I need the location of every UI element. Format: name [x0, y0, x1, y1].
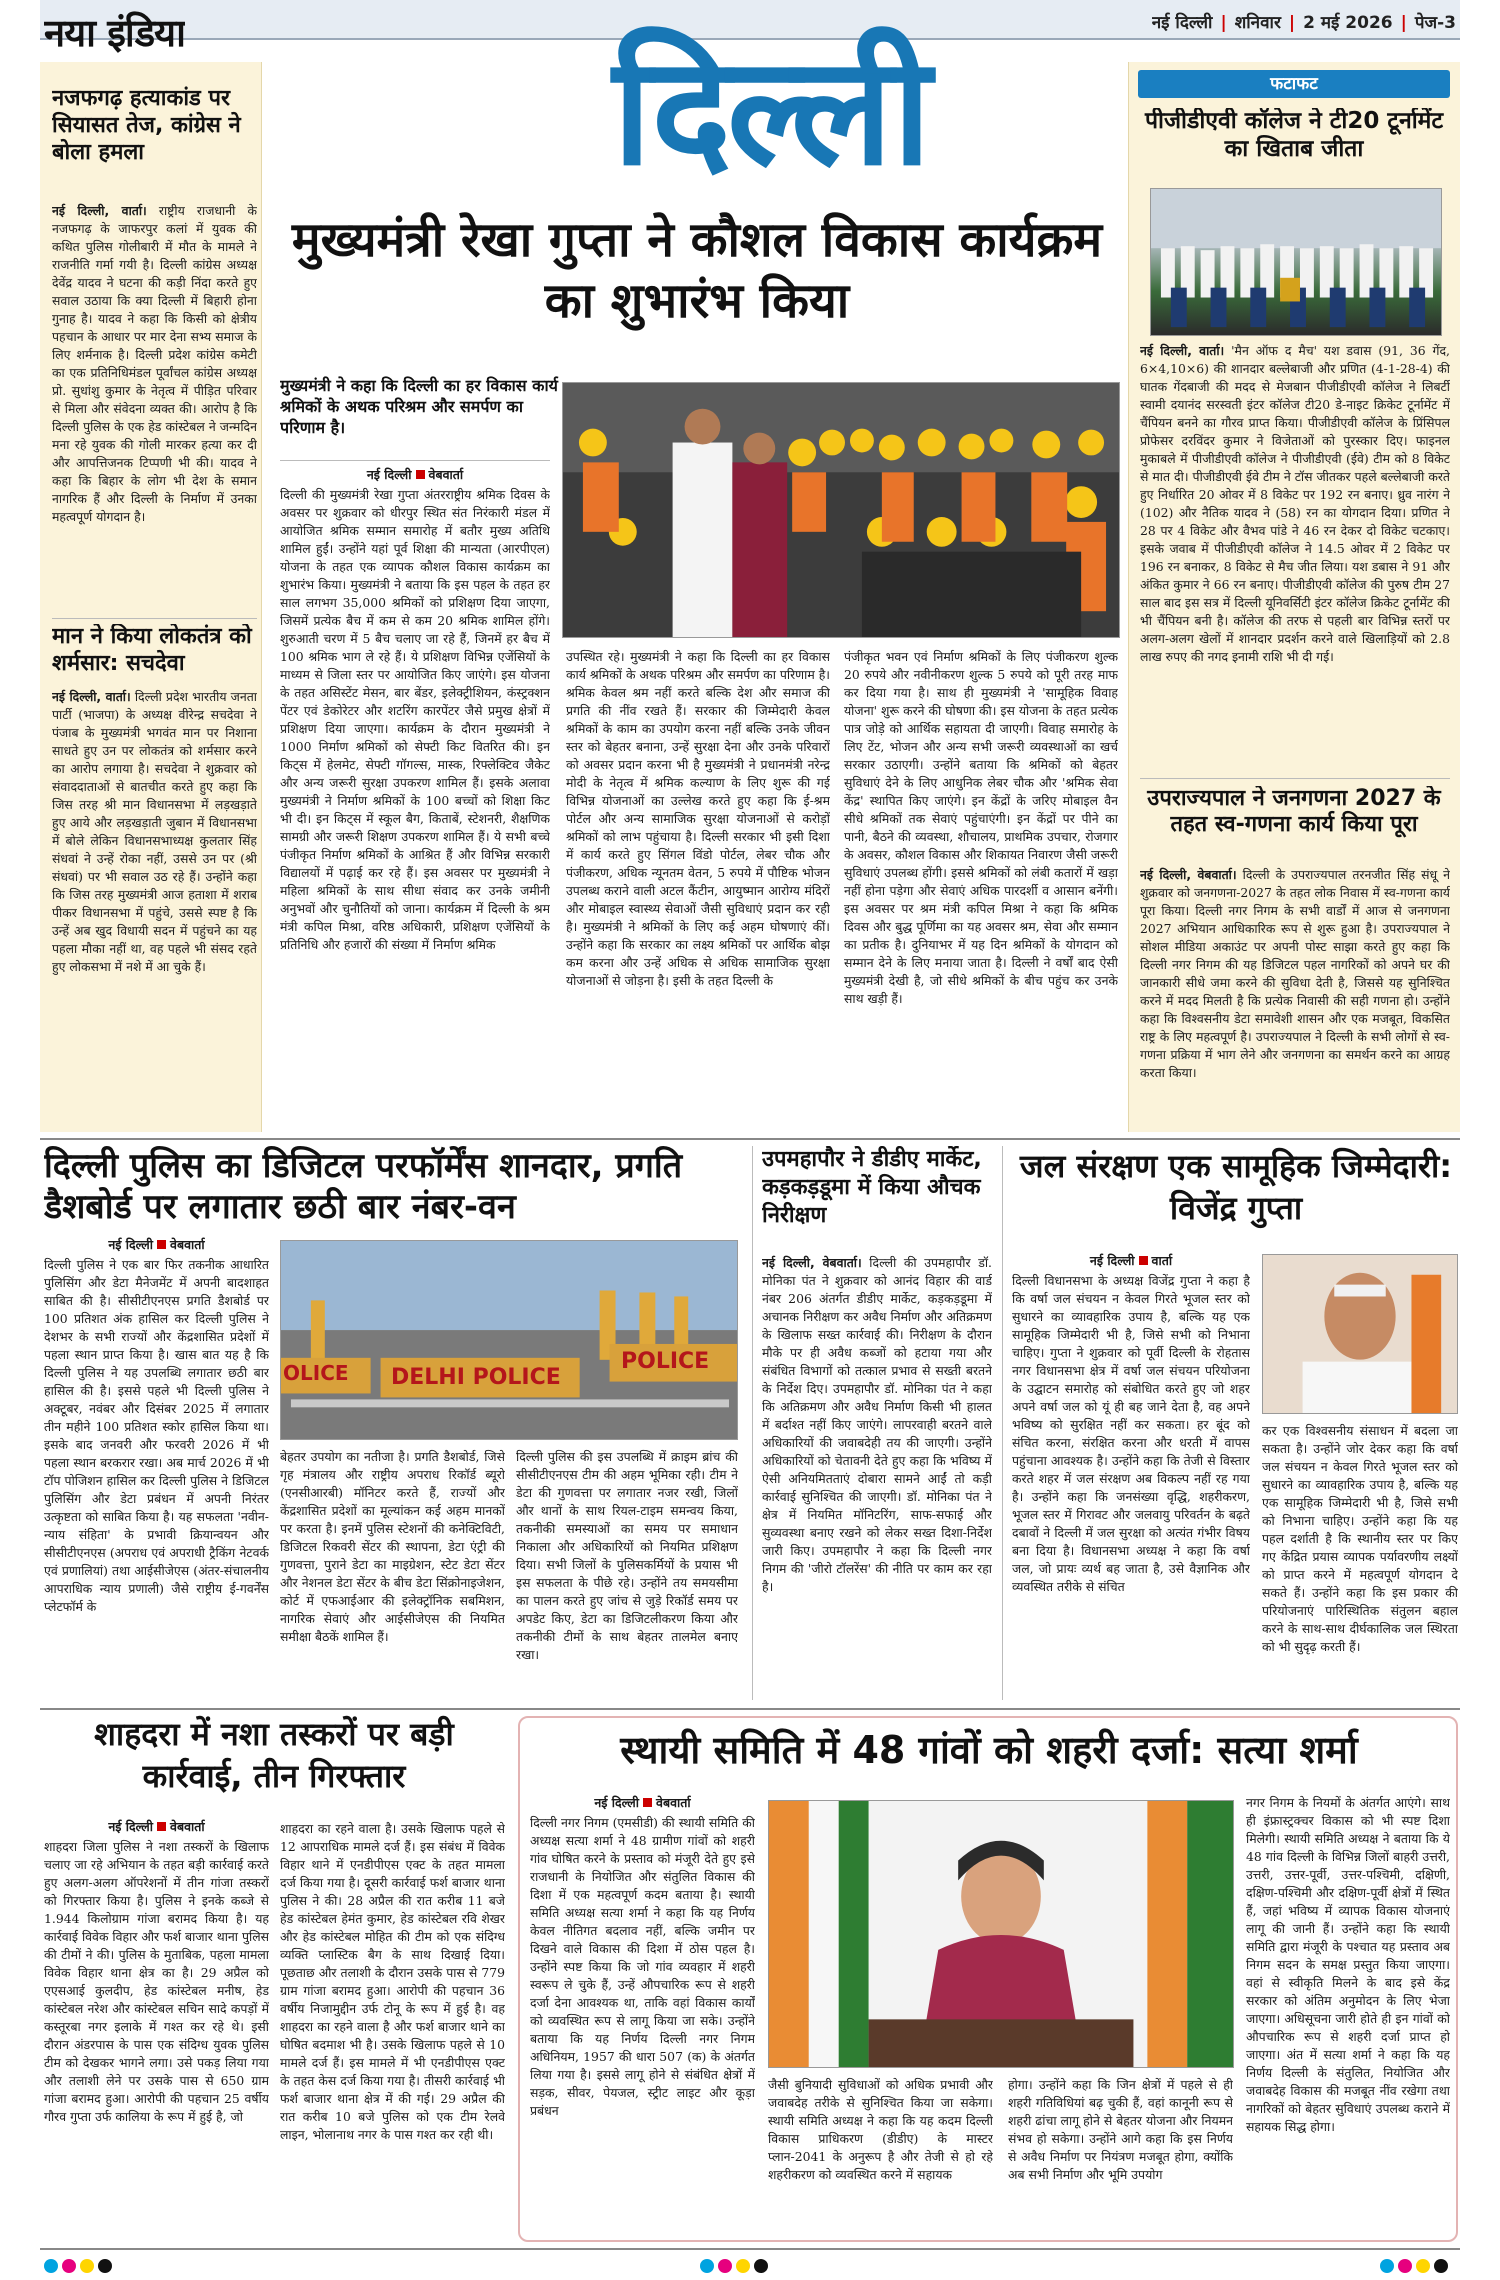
story-najafgarh-text: राष्ट्रीय राजधानी के नजफगढ़ के जाफरपुर कलां में युवक की कथित पुलिस गोलीबारी में मौत के मामले ने राजनीति गर्मा गयी है। दिल्ली कांग्रेस अध्यक्ष देवेंद्र यादव ने घटना की कड़ी निंदा करते हुए सवाल उठाया कि क्या दिल्ली में बिहारी होना गुनाह है। यादव ने कहा कि किसी को क्षेत्रीय पहचान के आधार पर मार देना सभ्य समाज के लिए शर्मनाक है। दिल्ली प्रदेश कांग्रेस कमेटी का एक प्रतिनिधिमंडल पूर्वांचल कांग्रेस अध्यक्ष प्रो. सुधांशु कुमार के नेतृत्व में पीड़ित परिवार से मिला और संवेदना व्यक्त की। आरोप है कि दिल्ली पुलिस के एक हेड कांस्टेबल ने जन्मदिन मना रहे युवक की गोली मारकर हत्या कर दी और आपत्तिजनक टिप्पणी भी की। यादव ने कहा कि बिहार के लोग भी देश के समान नागरिक हैं और दिल्ली के निर्माण में उनका महत्वपूर्ण योगदान है।	[52, 203, 257, 524]
divider	[1002, 1146, 1003, 1700]
story-najafgarh-dateline: नई दिल्ली, वार्ता।	[52, 203, 147, 218]
police-barricade-illustration	[281, 1241, 737, 1439]
color-registration-marks-right	[1380, 2258, 1452, 2277]
red-square-icon	[157, 1240, 166, 1249]
lead-headline: मुख्यमंत्री रेखा गुप्ता ने कौशल विकास कार्यक्रम का शुभारंभ किया	[291, 212, 1103, 330]
committee-column-4: नगर निगम के नियमों के अंतर्गत आएंगे। साथ ही इंफ्रास्ट्रक्चर विकास को भी स्पष्ट दिशा मिलेगी। स्थायी समिति अध्यक्ष ने बताया कि ये 48 गांव दिल्ली के विभिन्न जिलों बाहरी उत्तरी, उत्तरी, उत्तर-पूर्वी, उत्तर-पश्चिमी, दक्षिणी, दक्षिण-पश्चिमी और दक्षिण-पूर्वी क्षेत्रों में स्थित हैं, जहां भविष्य में व्यापक विकास योजनाएं लागू की जानी हैं। उन्होंने कहा कि स्थायी समिति द्वारा मंजूरी के पश्चात यह प्रस्ताव अब निगम सदन के समक्ष प्रस्तुत किया जाएगा। वहां से स्वीकृति मिलने के बाद इसे केंद्र सरकार को अंतिम अनुमोदन के लिए भेजा जाएगा। अधिसूचना जारी होते ही इन गांवों को औपचारिक रूप से शहरी दर्जा प्राप्त हो जाएगा। अंत में सत्या शर्मा ने कहा कि यह निर्णय दिल्ली के संतुलित, नियोजित और जवाबदेह विकास की मजबूत नींव रखेगा तथा नागरिकों को बेहतर सुविधाएं उपलब्ध कराने में सहायक सिद्ध होगा।	[1246, 1795, 1450, 2134]
drugs-dateline: नई दिल्ली	[108, 1819, 153, 1834]
police-banner-mid-text: DELHI POLICE	[391, 1365, 561, 1390]
lead-column-2: उपस्थित रहे। मुख्यमंत्री ने कहा कि दिल्ली का हर विकास कार्य श्रमिकों के अथक परिश्रम और समर्पण का परिणाम है। श्रमिक केवल श्रम नहीं करते बल्कि देश और समाज की प्रगति की नींव रखते हैं। सरकार की जिम्मेदारी केवल श्रमिकों के काम का उपयोग करना नहीं बल्कि उनके जीवन स्तर को बेहतर बनाना, उन्हें सुरक्षा देना और उनके परिवारों को अवसर प्रदान करना भी है मुख्यमंत्री ने प्रधानमंत्री नरेन्द्र मोदी के नेतृत्व में श्रमिक कल्याण के लिए शुरू की गई विभिन्न योजनाओं का उल्लेख करते हुए कहा कि ई-श्रम पोर्टल और अन्य सामाजिक सुरक्षा योजनाओं से करोड़ों श्रमिकों को लाभ पहुंचाया है। दिल्ली सरकार भी इसी दिशा में कार्य करते हुए सिंगल विंडो पोर्टल, लेबर चौक और पंजीकरण, अधिक न्यूनतम वेतन, 5 रुपये में पौष्टिक भोजन उपलब्ध कराने वाली अटल कैंटीन, आयुष्मान आरोग्य मंदिरों और मोबाइल स्वास्थ्य सेवाओं जैसी सुविधाएं प्रदान कर रही है। मुख्यमंत्री ने श्रमिकों के लिए कई अहम घोषणाएं कीं। उन्होंने कहा कि सरकार का लक्ष्य श्रमिकों पर आर्थिक बोझ कम करना और उन्हें अधिक से अधिक सामाजिक सुरक्षा योजनाओं से जोड़ना है। इसी के तहत दिल्ली के	[566, 649, 830, 988]
story-sachdeva-body	[52, 688, 257, 1124]
issue-dateline: नई दिल्ली | शनिवार | 2 मई 2026 | पेज-3	[1151, 13, 1456, 33]
lead-byline	[280, 466, 550, 483]
inspection-dateline: नई दिल्ली, वेबवार्ता।	[762, 1255, 862, 1270]
police-barricade-photo	[280, 1240, 738, 1440]
story-lg-census-headline: उपराज्यपाल ने जनगणना 2027 के तहत स्व-गणना कार्य किया पूरा	[1147, 786, 1441, 838]
police-column-3: दिल्ली पुलिस की इस उपलब्धि में क्राइम ब्रांच की सीसीटीएनएस टीम की अहम भूमिका रही। टीम ने डेटा की गुणवत्ता पर लगातार नजर रखी, जिलों और थानों के साथ रियल-टाइम समन्वय किया, तकनीकी समस्याओं का समय पर समाधान निकाला और अधिकारियों को नियमित प्रशिक्षण दिया। सभी जिलों के पुलिसकर्मियों के प्रयास भी इस सफलता के पीछे रहे। उन्होंने तय समयसीमा का पालन करते हुए जांच से जुड़े रिकॉर्ड समय पर अपडेट किए, डेटा का डिजिटलीकरण किया और तकनीकी टीमों के साथ बेहतर तालमेल बनाए रखा।	[516, 1449, 738, 1662]
lead-agency: वेबवार्ता	[428, 467, 464, 482]
police-byline	[44, 1236, 269, 1253]
story-lg-census-dateline: नई दिल्ली, वेबवार्ता।	[1140, 867, 1237, 882]
black-dot-icon	[98, 2259, 112, 2273]
color-registration-marks-left	[44, 2258, 116, 2277]
portrait-illustration	[1263, 1255, 1457, 1413]
red-square-icon	[643, 1798, 652, 1807]
water-headline: जल संरक्षण एक सामूहिक जिम्मेदारी: विजेंद्र गुप्ता	[1019, 1147, 1453, 1227]
magenta-dot-icon	[718, 2259, 732, 2273]
story-najafgarh-headline: नजफगढ़ हत्याकांड पर सियासत तेज, कांग्रेस ने बोला हमला	[52, 86, 241, 165]
cyan-dot-icon	[44, 2259, 58, 2273]
lead-dateline: नई दिल्ली	[366, 467, 412, 482]
lead-column-1: दिल्ली की मुख्यमंत्री रेखा गुप्ता अंतरराष्ट्रीय श्रमिक दिवस के अवसर पर शुक्रवार को धीरपुर स्थित संत निरंकारी मंडल में आयोजित श्रमिक सम्मान समारोह में बतौर मुख्य अतिथि शामिल हुईं। उन्होंने यहां पूर्व शिक्षा की मान्यता (आरपीएल) योजना के तहत एक व्यापक कौशल विकास कार्यक्रम का शुभारंभ किया। मुख्यमंत्री ने बताया कि इस पहल के तहत हर साल लगभग 35,000 श्रमिकों को प्रशिक्षण दिया जाएगा, जिसमें प्रत्येक बैच में कम से कम 20 श्रमिक शामिल होंगे। शुरुआती चरण में 5 बैच चलाए जा रहे हैं, जिनमें हर बैच में 100 श्रमिक भाग ले रहे हैं। ये प्रशिक्षण विभिन्न एजेंसियों के माध्यम से जिला स्तर पर आयोजित किए जाएंगे। इस योजना के तहत असिस्टेंट मेसन, बार बेंडर, इलेक्ट्रीशियन, कंस्ट्रक्शन पेंटर एवं डेकोरेटर और शटरिंग कारपेंटर जैसे प्रमुख क्षेत्रों में प्रशिक्षण दिया जाएगा। कार्यक्रम के दौरान मुख्यमंत्री ने 1000 निर्माण श्रमिकों को सेफ्टी किट वितरित की। इन किट्स में हेलमेट, सेफ्टी गॉगल्स, मास्क, रिफ्लेक्टिव जैकेट और अन्य जरूरी सुरक्षा उपकरण शामिल हैं। इसके अलावा मुख्यमंत्री ने निर्माण श्रमिकों के 100 बच्चों को शिक्षा किट भी दी। इन किट्स में स्कूल बैग, किताबें, स्टेशनरी, शैक्षणिक सामग्री और जरूरी शिक्षण उपकरण शामिल हैं। ये सभी बच्चे पंजीकृत निर्माण श्रमिकों के आश्रित हैं और विभिन्न सरकारी विद्यालयों में पढ़ाई कर रहे हैं। इस अवसर पर मुख्यमंत्री ने महिला श्रमिकों के साथ सीधा संवाद कर उनके जमीनी अनुभवों और चुनौतियों को जाना। कार्यक्रम में दिल्ली के श्रम मंत्री कपिल मिश्रा, वरिष्ठ अधिकारी, प्रशिक्षण एजेंसियों के प्रतिनिधि और हजारों की संख्या में निर्माण श्रमिक	[280, 487, 550, 952]
committee-byline	[530, 1794, 755, 1811]
divider	[1140, 778, 1450, 779]
portrait-desk-illustration	[769, 1801, 1233, 2067]
police-banner-left-text: OLICE	[283, 1361, 349, 1385]
section-divider	[40, 1138, 1460, 1140]
water-byline	[1012, 1252, 1250, 1269]
cyan-dot-icon	[1380, 2259, 1394, 2273]
story-sachdeva-headline: मान ने किया लोकतंत्र को शर्मसार: सचदेवा	[52, 624, 252, 676]
drugs-column-1: शाहदरा जिला पुलिस ने नशा तस्करों के खिलाफ चलाए जा रहे अभियान के तहत बड़ी कार्रवाई करते हुए अलग-अलग ऑपरेशनों में तीन गांजा तस्करों को गिरफ्तार किया है। पुलिस ने इनके कब्जे से 1.944 किलोग्राम गांजा बरामद किया है। यह कार्रवाई विवेक विहार और फर्श बाजार थाना पुलिस की टीमों ने की। पुलिस के मुताबिक, पहला मामला विवेक विहार थाना क्षेत्र का है। 29 अप्रैल को एएसआई कुलदीप, हेड कांस्टेबल मनीष, हेड कांस्टेबल नरेश और कांस्टेबल सचिन सादे कपड़ों में कस्तूरबा नगर इलाके में गश्त कर रहे थे। इसी दौरान अंडरपास के पास एक संदिग्ध युवक पुलिस टीम को देखकर भागने लगा। उसे पकड़ लिया गया और तलाशी लेने पर उसके पास से 650 ग्राम गांजा बरामद हुआ। आरोपी की पहचान 25 वर्षीय गौरव गुप्ता उर्फ कालिया के रूप में हुई है, जो	[44, 1839, 269, 2124]
divider	[752, 1146, 753, 1700]
story-lg-census-text: दिल्ली के उपराज्यपाल तरनजीत सिंह संधू ने शुक्रवार को जनगणना-2027 के तहत लोक निवास में स्व-गणना कार्य पूरा किया। दिल्ली नगर निगम के सभी वार्डों में आज से जनगणना 2027 अभियान आधिकारिक रूप से शुरू हुआ है। उपराज्यपाल ने सोशल मीडिया अकाउंट पर अपनी पोस्ट साझा करते हुए कहा कि दिल्ली नगर निगम की यह डिजिटल पहल नागरिकों को अपने घर की जानकारी सीधे जमा करने की सुविधा देती है, जिससे यह सुनिश्चित करने में मदद मिलती है कि प्रत्येक निवासी की सही गणना हो। उन्होंने कहा कि विश्वसनीय डेटा समावेशी शासन और एक मजबूत, विकसित राष्ट्र के लिए महत्वपूर्ण है। उपराज्यपाल ने दिल्ली के सभी लोगों से स्व-गणना प्रक्रिया में भाग लेने और जनगणना का समर्थन करने का आग्रह करता किया।	[1140, 867, 1450, 1080]
yellow-dot-icon	[736, 2259, 750, 2273]
committee-column-3: होगा। उन्होंने कहा कि जिन क्षेत्रों में पहले से ही शहरी गतिविधियां बढ़ चुकी हैं, वहां कानूनी रूप से शहरी ढांचा लागू होने से बेहतर योजना और नियमन संभव हो सकेगा। उन्होंने आगे कहा कि इस निर्णय से अवैध निर्माण पर नियंत्रण मजबूत होगा, क्योंकि अब सभी निर्माण और भूमि उपयोग	[1008, 2077, 1233, 2182]
issue-date: 2 मई 2026	[1303, 13, 1393, 33]
water-dateline: नई दिल्ली	[1089, 1253, 1135, 1268]
committee-headline: स्थायी समिति में 48 गांवों को शहरी दर्जा: सत्या शर्मा	[620, 1728, 1358, 1772]
story-pgdav-headline: पीजीडीएवी कॉलेज ने टी20 टूर्नामेंट का खिताब जीता	[1144, 108, 1444, 162]
cricket-team-illustration	[1151, 189, 1441, 335]
satya-sharma-photo	[768, 1800, 1234, 2068]
committee-dateline: नई दिल्ली	[594, 1795, 639, 1810]
black-dot-icon	[754, 2259, 768, 2273]
inspection-headline: उपमहापौर ने डीडीए मार्केट, कड़कड़डूमा में किया औचक निरीक्षण	[762, 1147, 982, 1229]
committee-column-1: दिल्ली नगर निगम (एमसीडी) की स्थायी समिति की अध्यक्ष सत्या शर्मा ने 48 ग्रामीण गांवों को शहरी गांव घोषित करने के प्रस्ताव को मंजूरी देते हुए इसे राजधानी के नियोजित और संतुलित विकास की दिशा में एक महत्वपूर्ण कदम बताया है। स्थायी समिति अध्यक्ष सत्या शर्मा ने कहा कि यह निर्णय केवल नीतिगत बदलाव नहीं, बल्कि जमीन पर दिखने वाले विकास की दिशा में ठोस पहल है। उन्होंने स्पष्ट किया कि जो गांव व्यवहार में शहरी स्वरूप ले चुके हैं, उन्हें औपचारिक रूप से शहरी दर्जा देना आवश्यक था, ताकि वहां विकास कार्यों को व्यवस्थित रूप से लागू किया जा सके। उन्होंने बताया कि यह निर्णय दिल्ली नगर निगम अधिनियम, 1957 की धारा 507 (क) के अंतर्गत लिया गया है। इससे लागू होने से संबंधित क्षेत्रों में सड़क, सीवर, पेयजल, स्ट्रीट लाइट और कूड़ा प्रबंधन	[530, 1815, 755, 2118]
drugs-column-2: शाहदरा का रहने वाला है। उसके खिलाफ पहले से 12 आपराधिक मामले दर्ज हैं। इस संबंध में विवेक विहार थाने में एनडीपीएस एक्ट के तहत मामला दर्ज किया गया है। दूसरी कार्रवाई फर्श बाजार थाना पुलिस ने की। 28 अप्रैल की रात करीब 11 बजे हेड कांस्टेबल हेमंत कुमार, हेड कांस्टेबल रवि शेखर और हेड कांस्टेबल मोहित की टीम को एक संदिग्ध व्यक्ति प्लास्टिक बैग के साथ दिखाई दिया। पूछताछ और तलाशी के दौरान उसके पास से 779 ग्राम गांजा बरामद हुआ। आरोपी की पहचान 36 वर्षीय निजामुद्दीन उर्फ टोनू के रूप में हुई है। वह शाहदरा का रहने वाला है और फर्श बाजार थाने का घोषित बदमाश भी है। उसके खिलाफ पहले से 10 मामले दर्ज हैं। इस मामले में भी एनडीपीएस एक्ट के तहत केस दर्ज किया गया है। तीसरी कार्रवाई भी फर्श बाजार थाना क्षेत्र में की गई। 29 अप्रैल की रात करीब 10 बजे पुलिस को एक टीम रेलवे लाइन, भोलानाथ नगर के पास गश्त कर रही थी।	[280, 1821, 505, 2142]
story-pgdav-dateline: नई दिल्ली, वार्ता।	[1140, 343, 1225, 358]
police-agency: वेबवार्ता	[170, 1237, 205, 1252]
red-square-icon	[416, 470, 425, 479]
water-agency: वार्ता	[1151, 1253, 1173, 1268]
story-sachdeva-text: दिल्ली प्रदेश भारतीय जनता पार्टी (भाजपा) के अध्यक्ष वीरेन्द्र सचदेवा ने पंजाब के मुख्यमंत्री भगवंत मान पर निशाना साधते हुए उन पर लोकतंत्र को शर्मसार करने का आरोप लगाया है। सचदेवा ने शुक्रवार को संवाददाताओं से बातचीत करते हुए कहा कि जिस तरह श्री मान विधानसभा में लड़खड़ाते हुए आये और लड़खड़ाती जुबान में विधानसभा में बोले लेकिन विधानसभाध्यक्ष कुलतार सिंह संधवां ने उन्हें रोका नहीं, उससे उन पर (श्री संधवां) पर भी सवाल उठ रहे हैं। उन्होंने कहा कि जिस तरह मुख्यमंत्री आज हताशा में शराब पीकर विधानसभा में पहुंचे, उससे स्पष्ट है कि उन्हें अब खुद विधायी सदन में पहुंचने का यह पहला मौका नहीं था, वह पहले भी संसद रहते हुए लोकसभा में नशे में आ चुके हैं।	[52, 689, 257, 974]
lead-column-3: पंजीकृत भवन एवं निर्माण श्रमिकों के लिए पंजीकरण शुल्क 20 रुपये और नवीनीकरण शुल्क 5 रुपये को पूरी तरह माफ कर दिया गया है। साथ ही मुख्यमंत्री ने 'सामूहिक विवाह योजना' शुरू करने की घोषणा की। इस योजना के तहत प्रत्येक पात्र जोड़े को आर्थिक सहायता दी जाएगी। विवाह समारोह के लिए टेंट, भोजन और अन्य सभी जरूरी व्यवस्थाओं का खर्च सरकार उठाएगी। उन्होंने बताया कि श्रमिकों को बेहतर सुविधाएं देने के लिए आधुनिक लेबर चौक और 'श्रमिक सेवा केंद्र' स्थापित किए जाएंगे। इन केंद्रों के जरिए मोबाइल वैन सीधे श्रमिकों तक सेवाएं पहुंचाएंगी। इन केंद्रों पर पीने का पानी, बैठने की व्यवस्था, शौचालय, प्राथमिक उपचार, रोजगार के अवसर, कौशल विकास और शिकायत निवारण जैसी जरूरी सुविधाएं उपलब्ध होंगी। इससे श्रमिकों को लंबी कतारों में खड़ा नहीं होना पड़ेगा और सेवाएं अधिक पारदर्शी व आसान बनेंगी। इस अवसर पर श्रम मंत्री कपिल मिश्रा ने कहा कि श्रमिक दिवस और बुद्ध पूर्णिमा का यह अवसर श्रम, सेवा और सम्मान का प्रतीक है। दुनियाभर में यह दिन श्रमिकों के योगदान को सम्मान देने के लिए मनाया जाता है। दिल्ली ने वर्षों बाद ऐसी मुख्यमंत्री देखी है, जो सीधे श्रमिकों के बीच पहुंच कर उनके साथ खड़ी हैं।	[844, 649, 1118, 1006]
story-pgdav-text: 'मैन ऑफ द मैच' यश डवास (91, 36 गेंद, 6×4,10×6) की शानदार बल्लेबाजी और प्रणित (4-1-28-4) की घातक गेंदबाजी की मदद से मेजबान पीजीडीएवी कॉलेज ने लिबर्टी स्वामी दयानंद सरस्वती इंटर कॉलेज टी20 डे-नाइट क्रिकेट टूर्नामेंट में चैंपियन बनने का गौरव प्राप्त किया। पीजीडीएवी कॉलेज के प्रिंसिपल प्रोफेसर दरविंदर कुमार ने विजेताओं को पुरस्कार दिए। फाइनल मुकाबले में पीजीडीएवी कॉलेज ने पीजीडीएवी (ईवे) टीम को 8 विकेट से मात दी। पीजीडीएवी ईवे टीम ने टॉस जीतकर पहले बल्लेबाजी करते हुए निर्धारित 20 ओवर में 8 विकेट पर 192 रन बनाए। ध्रुव नारंग ने (102) और नैतिक यादव ने (58) रन का योगदान दिया। प्रणित ने 28 पर 4 विकेट और वैभव पांडे ने 46 रन देकर दो विकेट चटकाए। इसके जवाब में पीजीडीएवी कॉलेज ने 14.5 ओवर में 2 विकेट पर 196 रन बनाकर, 8 विकेट से मैच जीत लिया। यश डबास ने 91 और अंकित कुमार ने 66 रन बनाए। पीजीडीएवी कॉलेज की पुरुष टीम 27 साल बाद इस सत्र में दिल्ली यूनिवर्सिटी इंटर कॉलेज क्रिकेट टूर्नामेंट की भी चैंपियन बनी है। कॉलेज की तरफ से पहली बार विभिन्न स्तरों पर अलग-अलग खेलों में शानदार प्रदर्शन करने वाले खिलाड़ियों को 2.8 लाख रुपए की नगद इनामी राशि भी दी गई।	[1140, 343, 1450, 664]
issue-day: शनिवार	[1234, 13, 1281, 33]
police-dateline: नई दिल्ली	[108, 1237, 153, 1252]
police-column-2: बेहतर उपयोग का नतीजा है। प्रगति डैशबोर्ड, जिसे गृह मंत्रालय और राष्ट्रीय अपराध रिकॉर्ड ब्यूरो (एनसीआरबी) मॉनिटर करते हैं, राज्यों और केंद्रशासित प्रदेशों का मूल्यांकन कई अहम मानकों पर करता है। इनमें पुलिस स्टेशनों की कनेक्टिविटी, डिजिटल रिकवरी सेंटर की स्थापना, डेटा एंट्री की गुणवत्ता, पुराने डेटा का माइग्रेशन, स्टेट डेटा सेंटर और नेशनल डेटा सेंटर के बीच डेटा सिंक्रोनाइजेशन, कोर्ट में एफआईआर की इलेक्ट्रॉनिक सबमिशन, नागरिक सेवाएं और आईसीजेएस की नियमित समीक्षा बैठकें शामिल हैं।	[280, 1449, 505, 1644]
drugs-headline: शाहदरा में नशा तस्करों पर बड़ी कार्रवाई, तीन गिरफ्तार	[94, 1715, 454, 1795]
cricket-team-photo	[1150, 188, 1442, 336]
water-column-2: कर एक विश्वसनीय संसाधन में बदला जा सकता है। उन्होंने जोर देकर कहा कि वर्षा जल संचयन न केवल गिरते भूजल स्तर को सुधारने का व्यावहारिक उपाय है, बल्कि यह एक सामूहिक जिम्मेदारी भी है, जिसे सभी को निभाना चाहिए। उन्होंने कहा कि यह पहल दर्शाती है कि स्थानीय स्तर पर किए गए केंद्रित प्रयास व्यापक पर्यावरणीय लक्ष्यों को प्राप्त करने में महत्वपूर्ण योगदान दे सकते हैं। उन्होंने कहा कि इस प्रकार की परियोजनाएं पारिस्थितिक संतुलन बहाल करने के साथ-साथ दीर्घकालिक जल स्थिरता को भी सुदृढ़ करती हैं।	[1262, 1423, 1458, 1654]
section-divider	[40, 1708, 1460, 1710]
footer-rule	[40, 2248, 1460, 2250]
police-banner-right-text: POLICE	[621, 1349, 710, 1374]
yellow-dot-icon	[1416, 2259, 1430, 2273]
divider	[52, 618, 257, 619]
inspection-body	[762, 1254, 992, 1700]
red-square-icon	[1139, 1256, 1148, 1265]
water-column-1: दिल्ली विधानसभा के अध्यक्ष विजेंद्र गुप्ता ने कहा है कि वर्षा जल संचयन न केवल गिरते भूजल स्तर को सुधारने का व्यावहारिक उपाय है, बल्कि यह एक सामूहिक जिम्मेदारी भी है, जिसे सभी को निभाना चाहिए। गुप्ता ने शुक्रवार को पूर्वी दिल्ली के रोहतास नगर विधानसभा क्षेत्र में वर्षा जल संचयन परियोजना के उद्घाटन समारोह को संबोधित करते हुए जो शहर अपने वर्षा जल को यूं ही बह जाने देता है, वह अपने भविष्य को सुरक्षित नहीं कर सकता। हर बूंद को संचित करना, संरक्षित करना और धरती में वापस पहुंचाना आवश्यक है। उन्होंने कहा कि तेजी से विस्तार करते शहर में जल संरक्षण अब विकल्प नहीं रह गया है। उन्होंने कहा कि जनसंख्या वृद्धि, शहरीकरण, भूजल स्तर में गिरावट और जलवायु परिवर्तन के बढ़ते दबावों ने दिल्ली में जल सुरक्षा को अत्यंत गंभीर विषय बना दिया है। विधानसभा अध्यक्ष ने कहा कि वर्षा जल, जो प्रायः व्यर्थ बह जाता है, उसे वैज्ञानिक और व्यवस्थित तरीके से संचित	[1012, 1273, 1250, 1594]
workers-helmets-illustration	[563, 383, 1119, 637]
drugs-byline	[44, 1818, 269, 1835]
police-headline: दिल्ली पुलिस का डिजिटल परफॉर्मेंस शानदार, प्रगति डैशबोर्ड पर लगातार छठी बार नंबर-वन	[44, 1146, 683, 1228]
lead-pullquote: मुख्यमंत्री ने कहा कि दिल्ली का हर विकास कार्य श्रमिकों के अथक परिश्रम और समर्पण का परिणाम है।	[280, 376, 558, 437]
magenta-dot-icon	[1398, 2259, 1412, 2273]
divider	[280, 460, 550, 461]
drugs-agency: वेबवार्ता	[170, 1819, 205, 1834]
magenta-dot-icon	[62, 2259, 76, 2273]
story-najafgarh-body	[52, 202, 257, 614]
story-lg-census-body	[1140, 866, 1450, 1128]
story-pgdav-body	[1140, 342, 1450, 772]
color-registration-marks-center	[700, 2258, 772, 2277]
section-masthead: दिल्ली	[612, 26, 928, 196]
vijender-gupta-photo	[1262, 1254, 1458, 1414]
yellow-dot-icon	[80, 2259, 94, 2273]
lead-photo-workers	[562, 382, 1120, 638]
committee-column-2: जैसी बुनियादी सुविधाओं को अधिक प्रभावी और जवाबदेह तरीके से सुनिश्चित किया जा सकेगा। स्थायी समिति अध्यक्ष ने कहा कि यह कदम दिल्ली विकास प्राधिकरण (डीडीए) के मास्टर प्लान-2041 के अनुरूप है और तेजी से हो रहे शहरीकरण को व्यवस्थित करने में सहायक	[768, 2077, 993, 2182]
police-column-1: दिल्ली पुलिस ने एक बार फिर तकनीक आधारित पुलिसिंग और डेटा मैनेजमेंट में अपनी बादशाहत साबित की है। सीसीटीएनएस प्रगति डैशबोर्ड पर 100 प्रतिशत अंक हासिल कर दिल्ली पुलिस ने देशभर के सभी राज्यों और केंद्रशासित प्रदेशों में पहला स्थान प्राप्त किया है। खास बात यह है कि दिल्ली पुलिस ने यह उपलब्धि लगातार छठी बार हासिल की है। इससे पहले भी दिल्ली पुलिस ने अक्टूबर, नवंबर और दिसंबर 2025 में लगातार तीन महीने 100 प्रतिशत स्कोर हासिल किया था। इसके बाद जनवरी और फरवरी 2026 में भी पहला स्थान बरकरार रखा। अब मार्च 2026 में भी टॉप पोजिशन हासिल कर दिल्ली पुलिस ने डिजिटल पुलिसिंग और डेटा प्रबंधन में अपनी निरंतर उत्कृष्टता को साबित किया है। यह सफलता 'नवीन-न्याय संहिता' के प्रभावी क्रियान्वयन और सीसीटीएनएस (अपराध एवं अपराधी ट्रैकिंग नेटवर्क एवं प्रणालियां) तथा आईसीजेएस (अंतर-संचालनीय आपराधिक न्याय प्रणाली) जैसे राष्ट्रीय ई-गवर्नेंस प्लेटफॉर्म के	[44, 1257, 269, 1614]
issue-city: नई दिल्ली	[1151, 13, 1213, 33]
story-sachdeva-dateline: नई दिल्ली, वार्ता।	[52, 689, 131, 704]
fatafat-tag: फटाफट	[1138, 70, 1450, 98]
committee-agency: वेबवार्ता	[656, 1795, 691, 1810]
inspection-text: दिल्ली की उपमहापौर डॉ. मोनिका पंत ने शुक्रवार को आनंद विहार की वार्ड नंबर 206 अंतर्गत डीडीए मार्केट, कड़कड़डूमा में अचानक निरीक्षण कर अवैध निर्माण और अतिक्रमण के खिलाफ सख्त कार्रवाई की। निरीक्षण के दौरान मौके पर ही अवैध कब्जों को हटाया गया और संबंधित विभागों को तत्काल प्रभाव से सख्ती बरतने के निर्देश दिए। उपमहापौर डॉ. मोनिका पंत ने कहा कि अतिक्रमण और अवैध निर्माण किसी भी हालत में बर्दाश्त नहीं किए जाएंगे। लापरवाही बरतने वाले अधिकारियों की जवाबदेही तय की जाएगी। उन्होंने अधिकारियों को चेतावनी देते हुए कहा कि भविष्य में ऐसी अनियमितताएं दोबारा सामने आईं तो कड़ी कार्रवाई सुनिश्चित की जाएगी। डॉ. मोनिका पंत ने क्षेत्र में नियमित मॉनिटरिंग, साफ-सफाई और सुव्यवस्था बनाए रखने को लेकर सख्त दिशा-निर्देश जारी किए। उपमहापौर ने कहा कि दिल्ली नगर निगम की 'जीरो टॉलरेंस' की नीति पर काम कर रहा है।	[762, 1255, 992, 1594]
cyan-dot-icon	[700, 2259, 714, 2273]
black-dot-icon	[1434, 2259, 1448, 2273]
newspaper-logo: नया इंडिया	[44, 10, 185, 55]
red-square-icon	[157, 1822, 166, 1831]
page-number: पेज-3	[1414, 13, 1456, 33]
